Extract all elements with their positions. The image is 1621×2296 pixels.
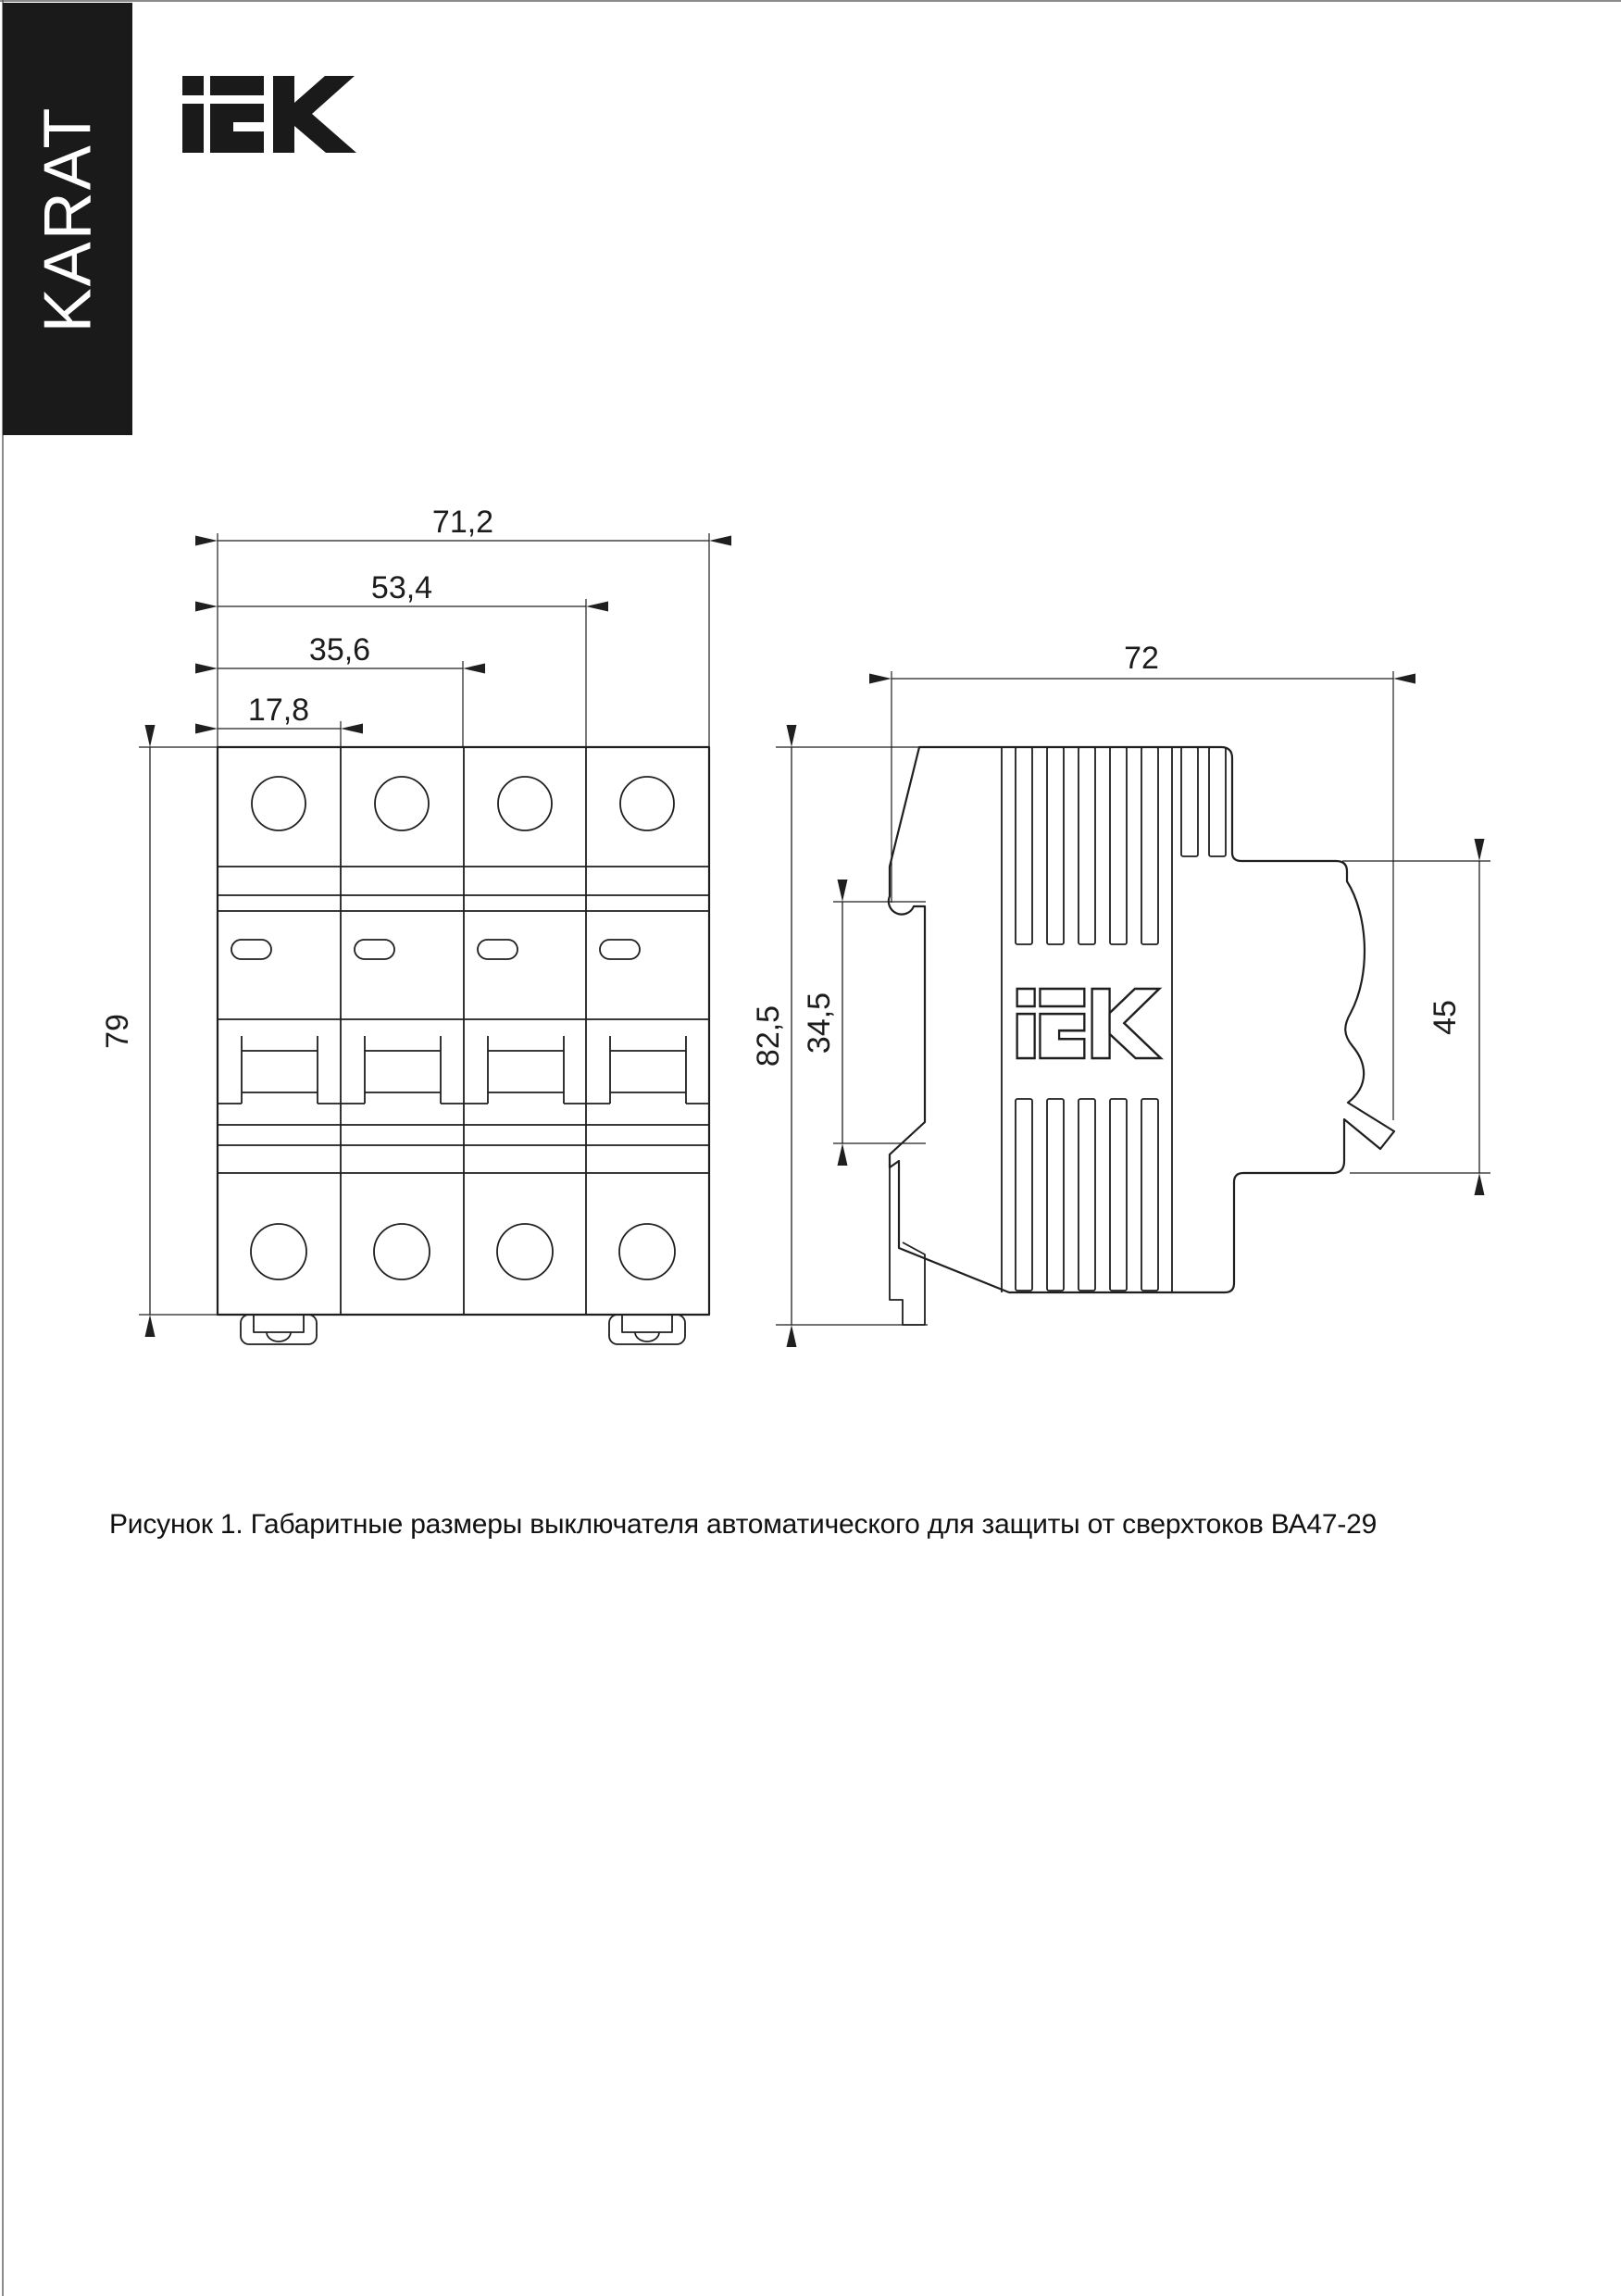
side-view-dimensions <box>751 641 1490 1325</box>
dim-label-72: 72 <box>1124 641 1159 676</box>
din-latches <box>241 1315 685 1344</box>
dim-label-35-6: 35,6 <box>308 632 371 668</box>
dim-label-45: 45 <box>1428 1000 1463 1035</box>
dim-label-34-5: 34,5 <box>802 992 837 1054</box>
front-view-dimensions <box>100 505 709 1315</box>
dim-label-17-8: 17,8 <box>247 693 310 728</box>
front-view-drawing <box>100 505 709 1344</box>
module-separators <box>341 747 586 1315</box>
dim-label-71-2: 71,2 <box>431 505 494 540</box>
side-view-drawing <box>751 641 1490 1325</box>
iek-logo <box>182 76 356 153</box>
iek-logo-embossed <box>1017 989 1161 1058</box>
terminal-screws-bottom <box>251 1224 675 1279</box>
vent-ribs-top <box>1016 747 1226 944</box>
marking-windows <box>231 940 640 959</box>
dim-label-82-5: 82,5 <box>751 1004 786 1067</box>
vent-ribs-bottom <box>1016 1099 1158 1291</box>
figure-caption: Рисунок 1. Габаритные размеры выключателя автоматического для защиты от сверхтоков ВА47-29 <box>109 1509 1378 1540</box>
karat-banner-label: KARAT <box>31 106 106 332</box>
terminal-screws-top <box>252 777 674 830</box>
dim-label-79: 79 <box>100 1014 135 1049</box>
din-clip-foot <box>890 1167 925 1325</box>
dim-label-53-4: 53,4 <box>370 570 433 605</box>
